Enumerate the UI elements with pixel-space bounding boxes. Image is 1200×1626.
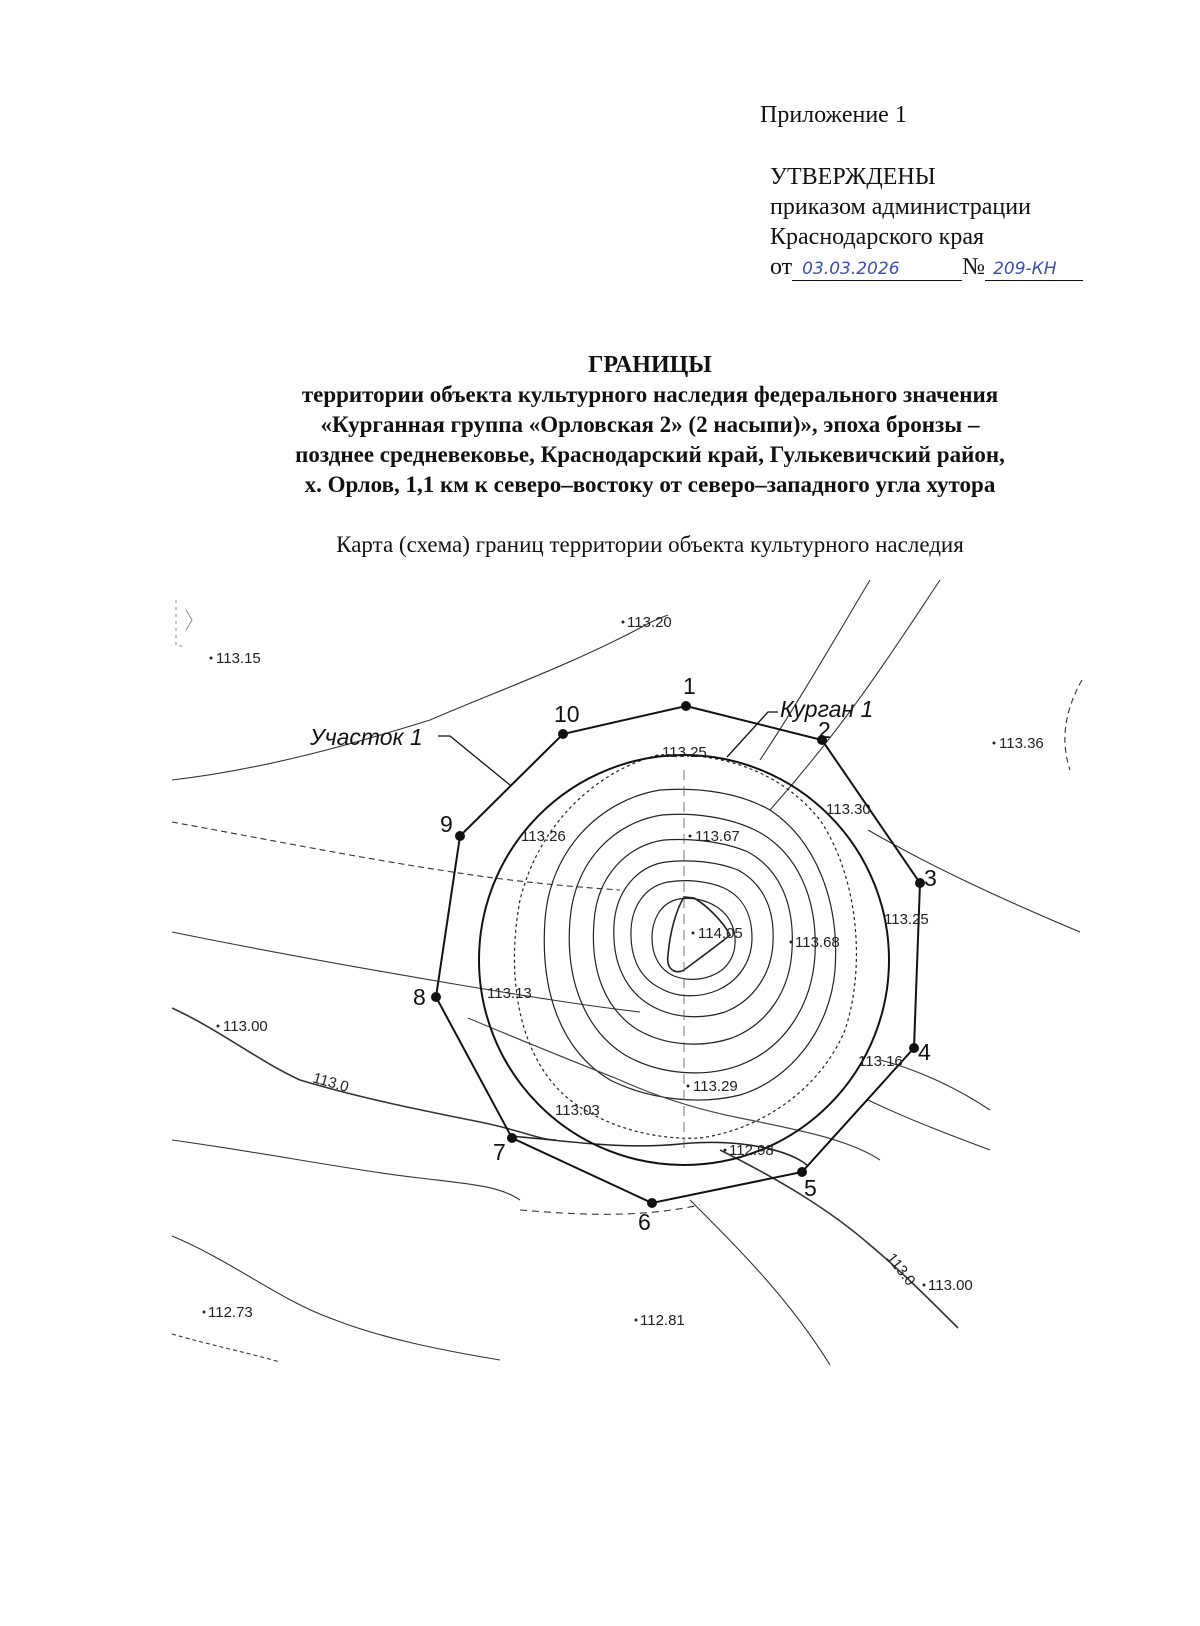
- contour-line: [1065, 680, 1082, 770]
- contour-113-0: [720, 1150, 958, 1328]
- svg-text:112.81: 112.81: [640, 1312, 685, 1329]
- boundary-points: [431, 701, 925, 1208]
- spot-elevation: [884, 911, 929, 928]
- boundary-point-10: [558, 729, 568, 739]
- point-number-10: 10: [554, 701, 580, 727]
- point-number-7: 7: [493, 1139, 506, 1165]
- svg-text:113.00: 113.00: [223, 1018, 268, 1035]
- point-number-6: 6: [638, 1209, 651, 1235]
- mound-contour: [569, 814, 815, 1073]
- contour-line: [868, 1100, 990, 1150]
- spot-elevation: [724, 1142, 774, 1159]
- heading-line-3: позднее средневековье, Краснодарский край, Гулькевичский район,: [295, 442, 1005, 467]
- number-prefix: №: [962, 254, 986, 280]
- spot-elevation: [687, 1078, 738, 1095]
- boundary-point-1: [681, 701, 691, 711]
- spot-elevation: [203, 1304, 253, 1321]
- point-number-5: 5: [804, 1175, 817, 1201]
- svg-text:114.05: 114.05: [698, 925, 743, 942]
- contour-line: [468, 1018, 880, 1160]
- heading-line-2: «Курганная группа «Орловская 2» (2 насыпи)», эпоха бронзы –: [320, 412, 980, 437]
- mound-contour: [593, 840, 792, 1045]
- heading-line-4: х. Орлов, 1,1 км к северо–востоку от северо–западного угла хутора: [304, 472, 996, 497]
- spot-elevation: [622, 614, 672, 631]
- spot-elevation: [487, 985, 532, 1002]
- svg-text:113.29: 113.29: [693, 1078, 738, 1095]
- svg-text:113.30: 113.30: [826, 801, 871, 818]
- spot-elevation: [635, 1312, 685, 1329]
- svg-text:113.20: 113.20: [627, 614, 672, 631]
- spot-elevation: [923, 1277, 973, 1294]
- contour-line: [520, 1205, 700, 1214]
- handwritten-number: 209-КН: [985, 258, 1083, 281]
- spot-elevation: [210, 650, 261, 667]
- svg-text:113.26: 113.26: [521, 828, 566, 845]
- boundary-point-6: [647, 1198, 657, 1208]
- spot-elevation: [692, 925, 743, 942]
- svg-text:113.67: 113.67: [695, 828, 740, 845]
- mound-contours: [468, 755, 880, 1166]
- svg-text:113.25: 113.25: [884, 911, 929, 928]
- handwritten-date: 03.03.2026: [792, 258, 962, 281]
- contour-line: [760, 580, 870, 760]
- svg-text:113.68: 113.68: [795, 934, 840, 951]
- contour-line: [172, 1334, 280, 1362]
- spot-elevation: [993, 735, 1044, 752]
- svg-text:113.36: 113.36: [999, 735, 1044, 752]
- terrain-contours: [172, 580, 1082, 1365]
- svg-text:113.16: 113.16: [858, 1053, 903, 1070]
- map-caption: Карта (схема) границ территории объекта культурного наследия: [336, 532, 964, 557]
- contour-line: [690, 1200, 830, 1365]
- appendix-label: Приложение 1: [760, 102, 907, 128]
- boundary-point-7: [507, 1133, 517, 1143]
- point-number-3: 3: [924, 865, 937, 891]
- contour-value-label: 113.0: [882, 1249, 919, 1290]
- svg-text:113.15: 113.15: [216, 650, 261, 667]
- boundary-point-9: [455, 831, 465, 841]
- svg-text:113.00: 113.00: [928, 1277, 973, 1294]
- contour-line: [172, 1236, 500, 1360]
- spot-elevation: [858, 1053, 903, 1070]
- plot-label: Участок 1: [310, 724, 423, 750]
- spot-elevation: [826, 801, 871, 818]
- spot-elevation: [555, 1102, 600, 1119]
- contour-line: [770, 580, 940, 810]
- scan-artifact: [176, 600, 192, 646]
- approval-title: УТВЕРЖДЕНЫ: [770, 164, 936, 190]
- approval-line-1: приказом администрации: [770, 194, 1031, 220]
- spot-elevation: [662, 744, 707, 761]
- heading-line-1: территории объекта культурного наследия федерального значения: [301, 382, 999, 407]
- point-number-1: 1: [683, 673, 696, 699]
- point-number-4: 4: [918, 1039, 931, 1065]
- contour-value-label: 113.0: [310, 1069, 351, 1096]
- boundary-point-8: [431, 992, 441, 1002]
- svg-text:112.73: 112.73: [208, 1304, 253, 1321]
- contour-line: [172, 615, 668, 780]
- spot-elevation: [217, 1018, 268, 1035]
- spot-elevation: [790, 934, 840, 951]
- svg-text:113.25: 113.25: [662, 744, 707, 761]
- spot-elevation: [689, 828, 740, 845]
- svg-text:113.03: 113.03: [555, 1102, 600, 1119]
- mound-contour: [614, 861, 773, 1017]
- approval-line-2: Краснодарского края: [770, 224, 985, 250]
- svg-text:113.13: 113.13: [487, 985, 532, 1002]
- heading-title: ГРАНИЦЫ: [588, 352, 712, 378]
- plot-label-leader: [438, 736, 510, 785]
- point-number-8: 8: [413, 984, 426, 1010]
- contour-line: [172, 1140, 520, 1200]
- date-prefix: от: [770, 254, 793, 280]
- point-number-9: 9: [440, 811, 453, 837]
- svg-text:112.98: 112.98: [729, 1142, 774, 1159]
- mound-label: Курган 1: [780, 696, 874, 722]
- spot-elevation: [521, 828, 566, 845]
- point-number-2: 2: [818, 717, 831, 743]
